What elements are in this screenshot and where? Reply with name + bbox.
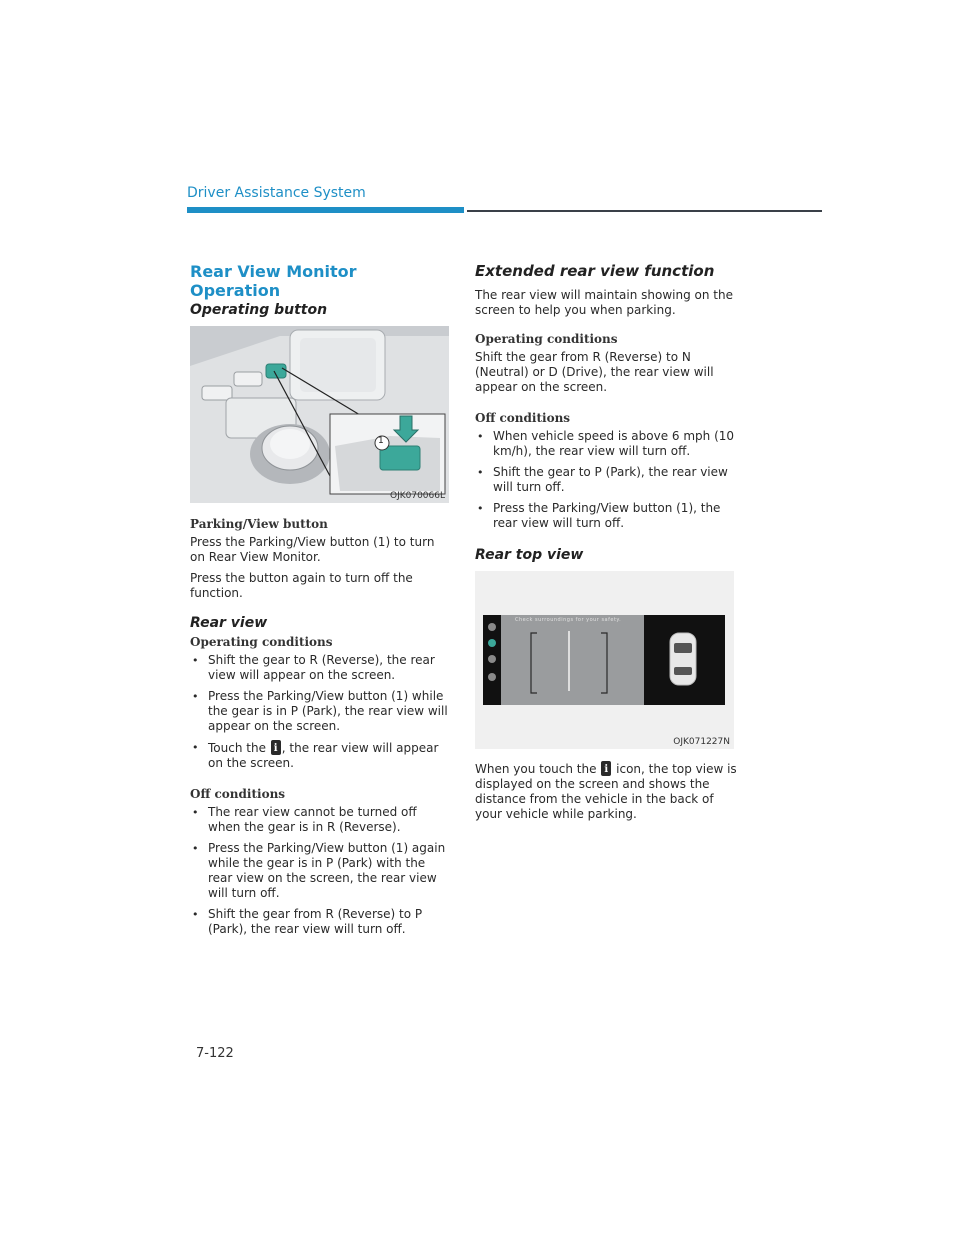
touch-suffix: , the rear view will appear on the screen.: [208, 741, 439, 770]
paragraph: The rear view will maintain showing on the screen to help you when parking.: [475, 288, 733, 317]
list-item: • Press the Parking/View button (1) while the gear is in P (Park), the rear view will appear on the screen.: [190, 689, 452, 734]
operating-button-heading: Operating button: [190, 302, 328, 318]
paragraph: Shift the gear from R (Reverse) to N (Neutral) or D (Drive), the rear view will appear on the screen.: [475, 350, 714, 394]
list-item: • Shift the gear to P (Park), the rear view will turn off.: [475, 465, 737, 495]
callout-number: 1: [378, 436, 384, 446]
list-item: [190, 740, 452, 771]
off-list: [475, 429, 737, 531]
console-illustration: [190, 326, 449, 503]
parking-view-label: Parking/View button: [190, 517, 328, 531]
header-rule-accent: [187, 207, 464, 213]
list-item: • When vehicle speed is above 6 mph (10 km/h), the rear view will turn off.: [475, 429, 737, 459]
operating-conditions-label: Operating conditions: [475, 332, 618, 346]
figure-code: OJK071227N: [673, 737, 730, 747]
top-view-description: [475, 761, 737, 822]
list-item: • Press the Parking/View button (1), the rear view will turn off.: [475, 501, 737, 531]
operating-conditions-label: Operating conditions: [190, 635, 333, 649]
desc-suffix: icon, the top view is displayed on the screen and shows the distance from the vehicle in the back of your vehicle while parking.: [475, 762, 737, 821]
page-number: 7-122: [196, 1046, 234, 1061]
header-rule: [467, 210, 822, 212]
list-item: • Press the Parking/View button (1) again while the gear is in P (Park) with the rear view on the screen, the rear view will turn off.: [190, 841, 452, 901]
list-item: • Shift the gear to R (Reverse), the rear view will appear on the screen.: [190, 653, 452, 683]
desc-prefix: When you touch the: [475, 762, 597, 776]
info-icon: [271, 740, 281, 755]
off-conditions-label: Off conditions: [475, 411, 571, 425]
running-header: Driver Assistance System: [187, 185, 366, 201]
console-photo: [190, 326, 449, 503]
off-list: [190, 805, 452, 937]
screen-figure: [475, 571, 734, 749]
figure-code: OJK070066L: [389, 491, 445, 501]
screen-message: Check surroundings for your safety.: [515, 617, 622, 623]
list-item: • Shift the gear from R (Reverse) to P (Park), the rear view will turn off.: [190, 907, 452, 937]
screen-illustration: [475, 571, 734, 749]
right-column: [475, 262, 737, 828]
paragraph: Press the button again to turn off the function.: [190, 571, 413, 600]
list-item: • The rear view cannot be turned off when the gear is in R (Reverse).: [190, 805, 452, 835]
off-conditions-label: Off conditions: [190, 787, 286, 801]
rear-top-view-heading: Rear top view: [475, 547, 584, 563]
left-column: [190, 262, 452, 943]
paragraph: Press the Parking/View button (1) to turn on Rear View Monitor.: [190, 535, 435, 564]
touch-prefix: Touch the: [208, 741, 266, 755]
rear-view-heading: Rear view: [190, 615, 268, 631]
operating-list: [190, 653, 452, 771]
section-title: Rear View Monitor Operation: [190, 262, 357, 300]
info-icon: [601, 761, 611, 776]
extended-heading: Extended rear view function: [475, 262, 715, 280]
